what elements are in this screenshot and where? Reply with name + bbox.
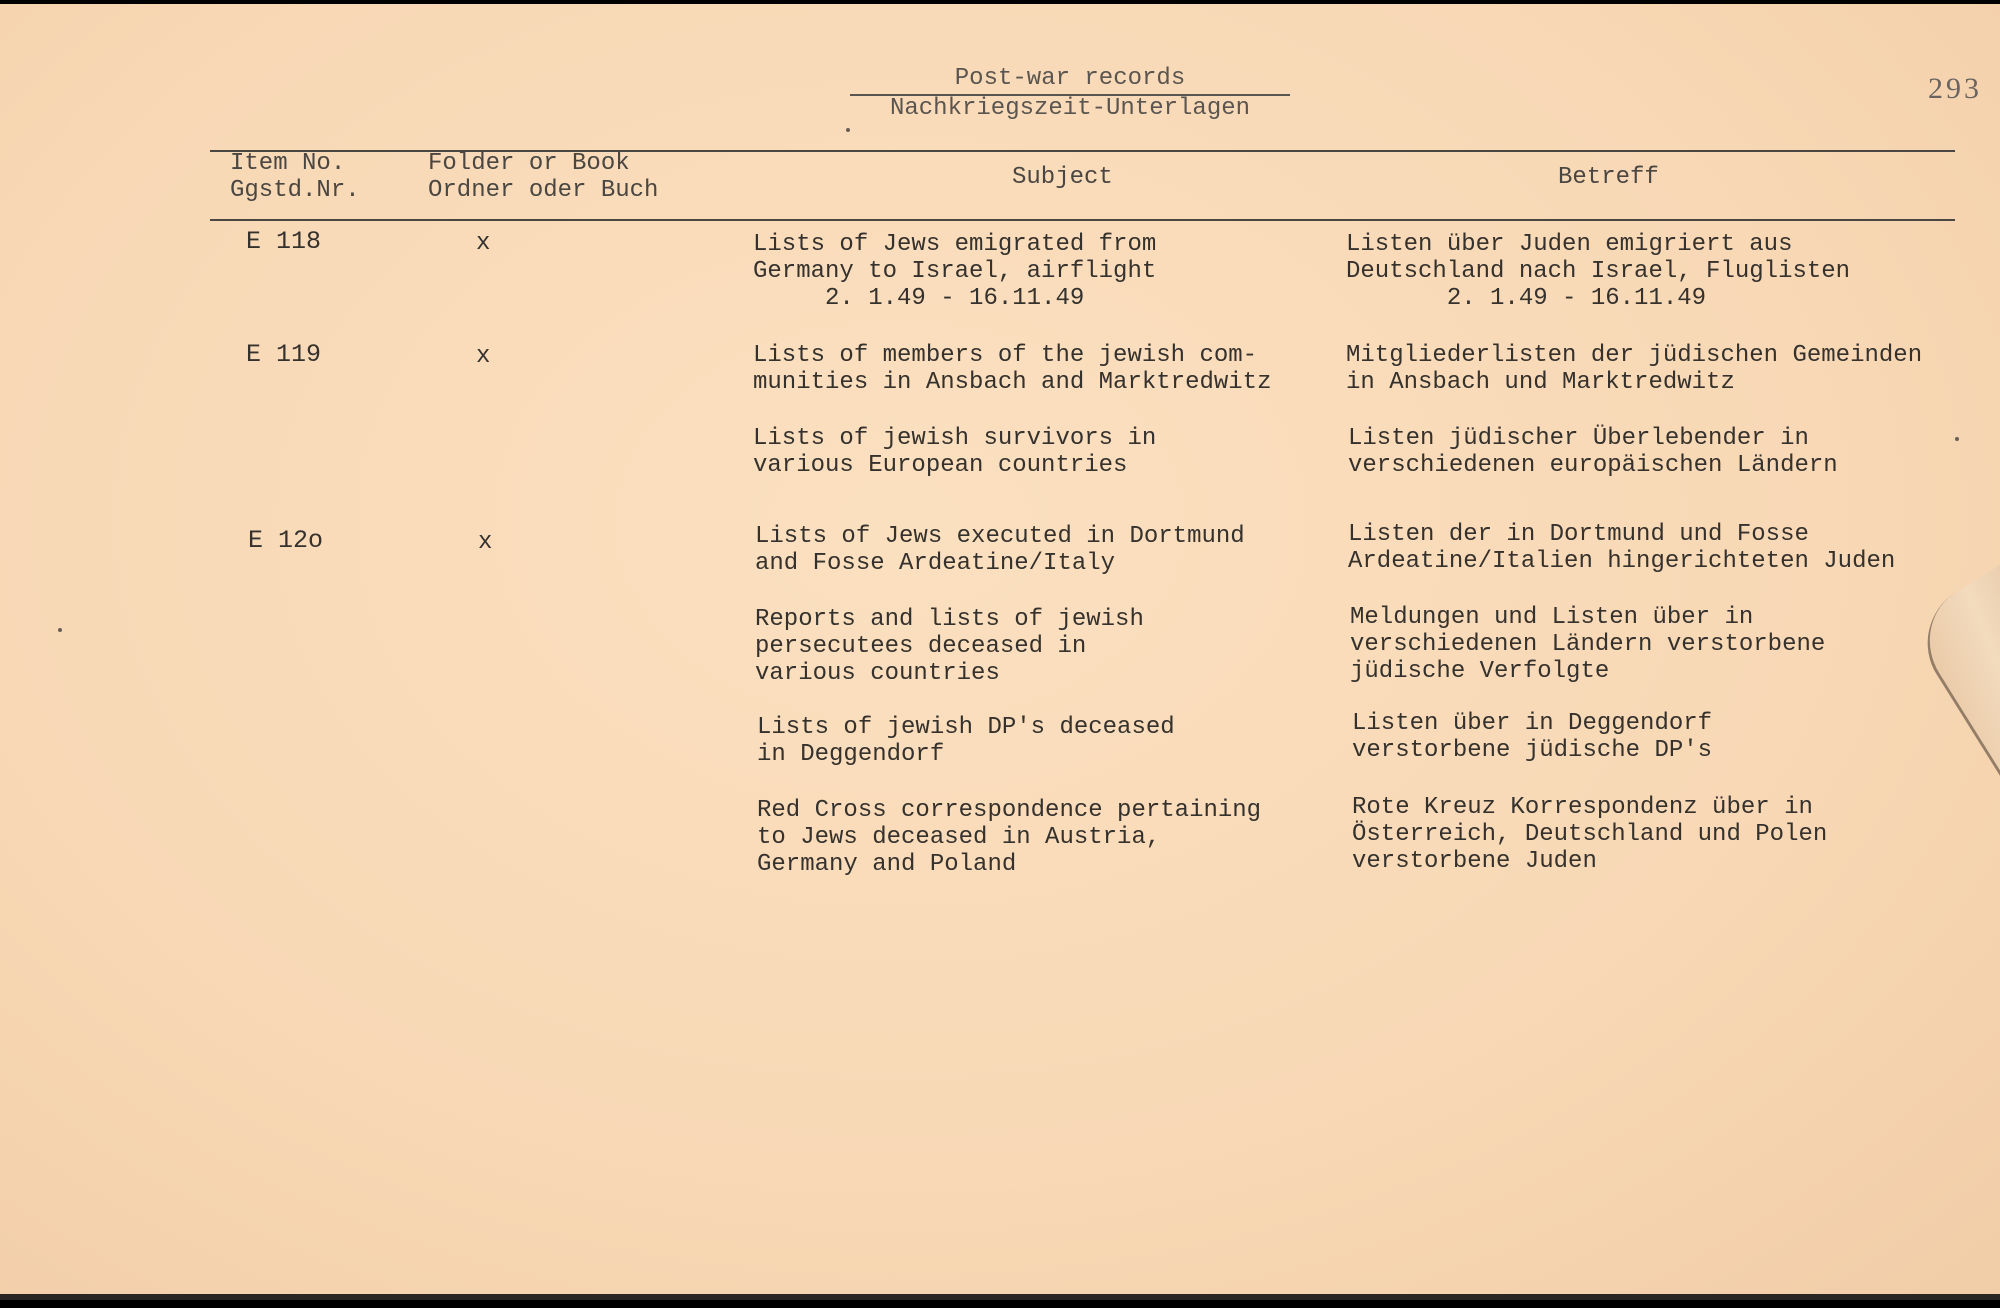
document-title: [850, 66, 1290, 122]
row-e120-betreff: Listen der in Dortmund und Fosse Ardeatine/Italien hingerichteten Juden: [1348, 521, 1896, 575]
row-reports-betreff: Meldungen und Listen über in verschiedenen Ländern verstorbene jüdische Verfolgte: [1350, 604, 1826, 685]
row-redcross-subject: Red Cross correspondence pertaining to Jews deceased in Austria, Germany and Poland: [757, 797, 1262, 878]
row-e120-folder: x: [478, 529, 493, 556]
row-e119-betreff: Mitgliederlisten der jüdischen Gemeinden in Ansbach und Marktredwitz: [1346, 342, 1923, 396]
ink-speck: [846, 128, 850, 132]
document-page: [0, 4, 2000, 1300]
row-survivors-betreff: Listen jüdischer Überlebender in verschiedenen europäischen Ländern: [1348, 425, 1838, 479]
column-header-item-no: Item No. Ggstd.Nr.: [230, 150, 360, 204]
row-redcross-betreff: Rote Kreuz Korrespondenz über in Österreich, Deutschland und Polen verstorbene Juden: [1352, 794, 1828, 875]
row-e118-folder: x: [476, 230, 491, 257]
column-header-folder: Folder or Book Ordner oder Buch: [428, 150, 659, 204]
title-german: Nachkriegszeit-Unterlagen: [850, 94, 1290, 122]
row-e118-item: E 118: [246, 227, 322, 256]
ink-speck: [1955, 437, 1959, 441]
row-survivors-subject: Lists of jewish survivors in various European countries: [753, 425, 1157, 479]
title-english: Post-war records: [954, 65, 1186, 92]
row-e118-subject: Lists of Jews emigrated from Germany to Israel, airflight 2. 1.49 - 16.11.49: [753, 231, 1157, 312]
row-e119-subject: Lists of members of the jewish com- munities in Ansbach and Marktredwitz: [753, 342, 1272, 396]
row-e120-item: E 12o: [248, 526, 324, 555]
row-deggendorf-betreff: Listen über in Deggendorf verstorbene jüdische DP's: [1352, 710, 1713, 764]
ink-speck: [58, 628, 62, 632]
header-rule-bottom: [210, 219, 1955, 221]
page-holder-clip: [1905, 559, 2000, 879]
row-deggendorf-subject: Lists of jewish DP's deceased in Deggendorf: [757, 714, 1175, 768]
column-header-subject: Subject: [1012, 164, 1113, 191]
column-header-betreff: Betreff: [1558, 164, 1659, 191]
page-number: 293: [1928, 72, 1982, 105]
row-reports-subject: Reports and lists of jewish persecutees deceased in various countries: [755, 606, 1144, 687]
page-bottom-edge: [0, 1294, 2000, 1300]
row-e120-subject: Lists of Jews executed in Dortmund and Fosse Ardeatine/Italy: [755, 523, 1245, 577]
row-e118-betreff: Listen über Juden emigriert aus Deutschland nach Israel, Fluglisten 2. 1.49 - 16.11.49: [1346, 231, 1851, 312]
row-e119-item: E 119: [246, 340, 322, 369]
row-e119-folder: x: [476, 343, 491, 370]
